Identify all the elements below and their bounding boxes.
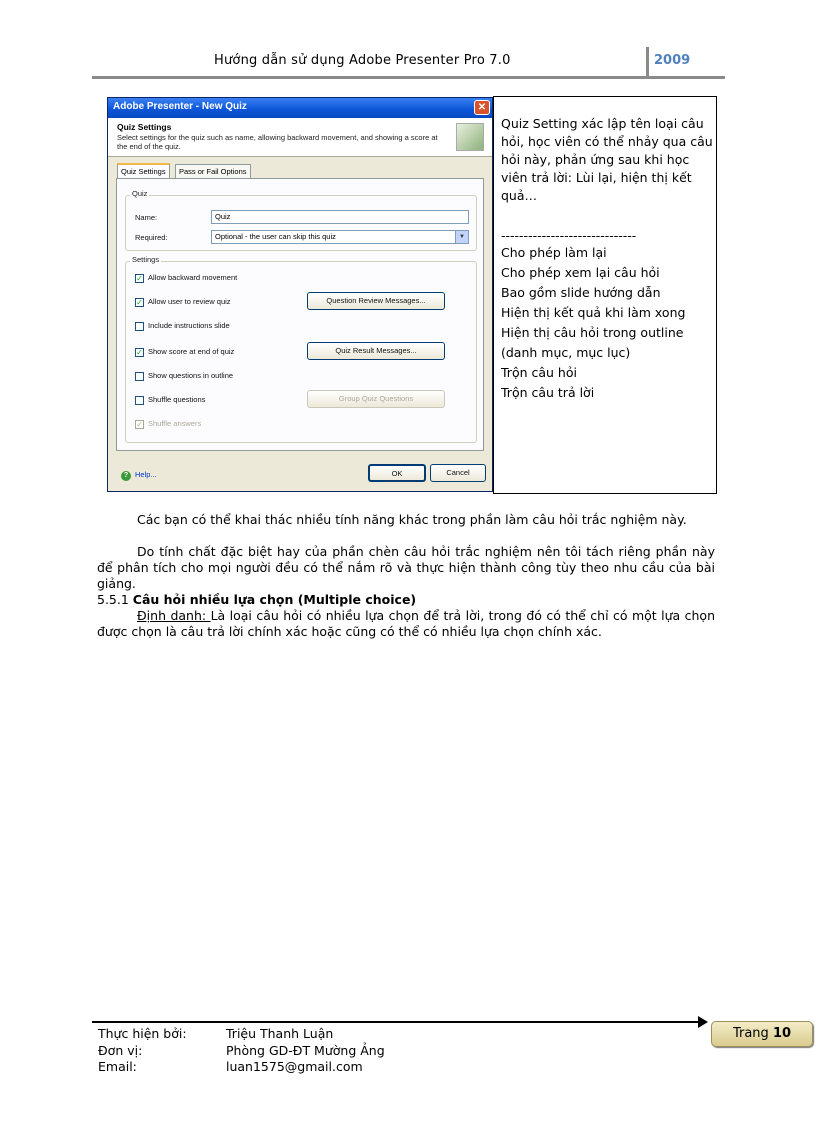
- settings-group-label: Settings: [132, 255, 160, 264]
- tab-panel: [116, 178, 484, 451]
- instructions-slide-checkbox[interactable]: [135, 322, 144, 331]
- header-title: Hướng dẫn sử dụng Adobe Presenter Pro 7.0: [214, 53, 511, 68]
- ok-button[interactable]: OK: [368, 464, 426, 482]
- name-input[interactable]: Quiz: [211, 210, 469, 224]
- close-icon[interactable]: ✕: [474, 100, 490, 115]
- email-value: luan1575@gmail.com: [226, 1059, 363, 1074]
- page-badge: [711, 1021, 813, 1047]
- quiz-result-button[interactable]: Quiz Result Messages...: [307, 342, 445, 360]
- section-heading: [97, 592, 715, 608]
- shuffle-questions-checkbox[interactable]: [135, 396, 144, 405]
- definition-label: Định danh:: [137, 608, 211, 623]
- dialog-titlebar: [108, 98, 492, 118]
- question-review-button[interactable]: Question Review Messages...: [307, 292, 445, 310]
- note-item: Cho phép xem lại câu hỏi: [501, 265, 660, 280]
- show-outline-label: Show questions in outline: [148, 371, 234, 380]
- author-value: Triệu Thanh Luận: [226, 1026, 334, 1041]
- required-select-value: Optional - the user can skip this quiz: [215, 232, 336, 241]
- help-link[interactable]: Help...: [135, 470, 157, 479]
- note-intro: Quiz Setting xác lập tên loại câu hỏi, học viên có thể nhảy qua câu hỏi này, phản ứng sau khi học viên trả lời: Lùi lại, hiện thị kết quả…: [501, 116, 713, 203]
- required-select[interactable]: [211, 230, 469, 244]
- email-label: Email:: [98, 1059, 137, 1074]
- definition-text: Là loại câu hỏi có nhiều lựa chọn để trả lời, trong đó có thể chỉ có một lựa chọn được chọn là câu trả lời chính xác hoặc cũng có thể có nhiều lựa chọn chính xác.: [97, 608, 716, 639]
- show-score-checkbox[interactable]: ✓: [136, 348, 143, 357]
- header-year: 2009: [654, 53, 691, 68]
- note-item: Trộn câu trả lời: [501, 385, 595, 400]
- dialog-description: Select settings for the quiz such as name, allowing backward movement, and showing a score at the end of the quiz.: [117, 133, 438, 151]
- paragraph-2: Do tính chất đặc biệt hay của phần chèn câu hỏi trắc nghiệm nên tôi tách riêng phần này để phân tích cho mọi người đều có thể nắm rõ và thực hiện thành công tùy theo nhu cầu của bài giảng.: [97, 544, 715, 591]
- review-quiz-label: Allow user to review quiz: [148, 297, 231, 306]
- name-label: Name:: [135, 213, 158, 222]
- help-icon[interactable]: ?: [121, 471, 131, 481]
- quiz-logo-icon: [456, 123, 484, 151]
- dialog-heading: Quiz Settings: [117, 122, 172, 132]
- note-divider: ------------------------------: [501, 228, 637, 243]
- group-questions-button[interactable]: Group Quiz Questions: [307, 390, 445, 408]
- required-label: Required:: [135, 233, 168, 242]
- note-item: Hiện thị kết quả khi làm xong: [501, 305, 686, 320]
- page-number: 10: [772, 1026, 792, 1041]
- dialog-header: [108, 118, 492, 157]
- definition-paragraph: [97, 608, 715, 640]
- header-rule: [92, 76, 725, 79]
- instructions-slide-label: Include instructions slide: [148, 321, 230, 330]
- dialog-title: Adobe Presenter - New Quiz: [113, 101, 247, 112]
- note-item: Trộn câu hỏi: [501, 365, 577, 380]
- review-quiz-checkbox[interactable]: ✓: [136, 298, 143, 307]
- note-item: Bao gồm slide hướng dẫn: [501, 285, 661, 300]
- backward-movement-checkbox[interactable]: ✓: [136, 274, 143, 283]
- shuffle-questions-label: Shuffle questions: [148, 395, 206, 404]
- footer-rule: [92, 1021, 704, 1023]
- note-item: Hiện thị câu hỏi trong outline: [501, 325, 684, 340]
- tab-pass-fail[interactable]: Pass or Fail Options: [175, 164, 251, 178]
- quiz-group-label: Quiz: [132, 189, 148, 198]
- paragraph-1: Các bạn có thể khai thác nhiều tính năng khác trong phần làm câu hỏi trắc nghiệm này.: [137, 512, 687, 527]
- chevron-down-icon[interactable]: ▼: [455, 231, 468, 243]
- quiz-dialog: [107, 97, 493, 492]
- note-box: [493, 96, 717, 494]
- shuffle-answers-checkbox[interactable]: ✓: [136, 420, 143, 429]
- section-title: Câu hỏi nhiều lựa chọn (Multiple choice): [132, 592, 417, 607]
- unit-label: Đơn vị:: [98, 1043, 143, 1058]
- note-item: Cho phép làm lại: [501, 245, 607, 260]
- backward-movement-label: Allow backward movement: [148, 273, 238, 282]
- note-item: (danh mục, mục lục): [501, 345, 631, 360]
- show-score-label: Show score at end of quiz: [148, 347, 235, 356]
- cancel-button[interactable]: Cancel: [430, 464, 486, 482]
- section-number: 5.5.1: [97, 592, 129, 607]
- author-label: Thực hiện bởi:: [98, 1026, 187, 1041]
- header-separator: [646, 47, 649, 77]
- note-list: [501, 243, 715, 403]
- show-outline-checkbox[interactable]: [135, 372, 144, 381]
- tab-quiz-settings[interactable]: Quiz Settings: [117, 163, 170, 178]
- page-label: Trang: [732, 1026, 769, 1041]
- arrow-right-icon: [698, 1016, 708, 1028]
- unit-value: Phòng GD-ĐT Mường Ảng: [226, 1043, 385, 1058]
- shuffle-answers-label: Shuffle answers: [148, 419, 202, 428]
